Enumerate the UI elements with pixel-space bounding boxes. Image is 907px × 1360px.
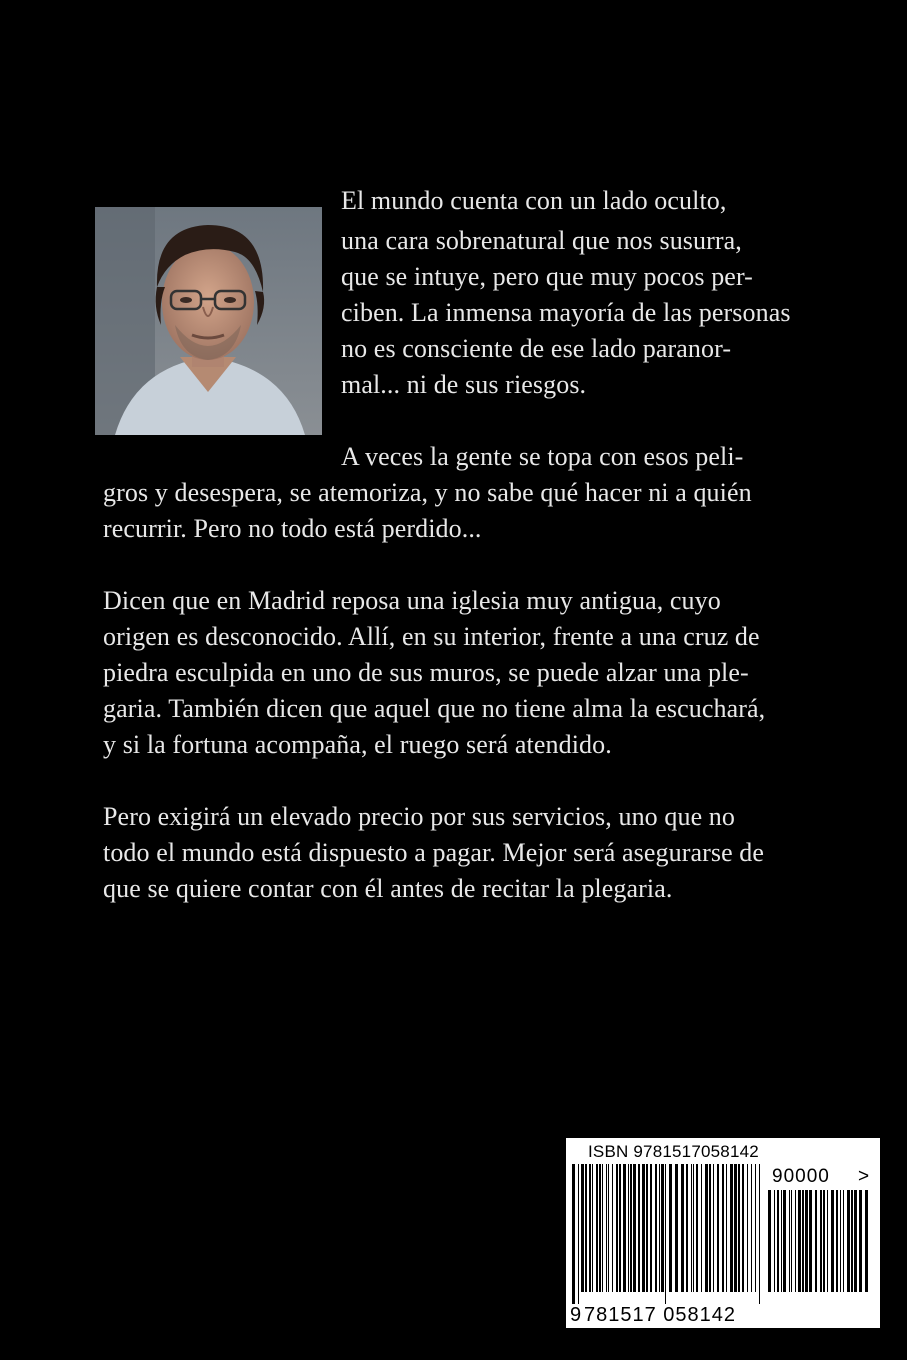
barcode-bar (795, 1190, 796, 1292)
barcode-bar (783, 1190, 786, 1292)
barcode-bar (836, 1190, 838, 1292)
price-arrow: > (858, 1166, 870, 1187)
text-line: que se quiere contar con él antes de recitar la plegaria. (103, 874, 673, 903)
barcode-bar (730, 1164, 733, 1292)
barcode-bar (705, 1164, 708, 1292)
barcode-bar (747, 1164, 748, 1292)
barcode-bar (608, 1164, 609, 1292)
text-line: todo el mundo está dispuesto a pagar. Mejor será asegurarse de (103, 838, 765, 867)
text-line: El mundo cuenta con un lado oculto, (341, 186, 727, 215)
barcode-bar (851, 1190, 853, 1292)
barcode-bar (840, 1190, 841, 1292)
barcode-bar (831, 1190, 834, 1292)
barcode-bar (717, 1164, 719, 1292)
text-line: garia. También dicen que aquel que no tiene alma la escuchará, (103, 694, 766, 723)
barcode-bar (578, 1164, 579, 1304)
barcode-bar (722, 1164, 724, 1292)
barcode-bar (815, 1190, 817, 1292)
barcode-bar (602, 1164, 603, 1292)
barcode-bar (638, 1164, 640, 1292)
barcode-bar (616, 1164, 618, 1292)
barcode-bar (572, 1164, 575, 1304)
barcode-bar (599, 1164, 601, 1292)
barcode-bar (777, 1190, 779, 1292)
barcode-bar (592, 1164, 593, 1292)
barcode-bar (865, 1190, 868, 1292)
barcode-bar (774, 1190, 775, 1292)
barcode-bar (854, 1190, 857, 1292)
barcode-bar (686, 1164, 688, 1292)
barcode-bar (827, 1190, 828, 1292)
barcode-bar (585, 1164, 587, 1292)
barcode-bar (751, 1164, 752, 1292)
barcode-digits: 781517 058142 (584, 1304, 737, 1326)
barcode-bar (781, 1190, 782, 1292)
barcode-bar (759, 1164, 760, 1304)
barcode-bar (809, 1190, 812, 1292)
price-code: 90000 (772, 1166, 830, 1187)
isbn-label: ISBN 9781517058142 (588, 1142, 759, 1161)
text-line: gros y desespera, se atemoriza, y no sabe qué hacer ni a quién (103, 478, 752, 507)
barcode-bar (619, 1164, 621, 1292)
text-line: y si la fortuna acompaña, el ruego será atendido. (103, 730, 612, 759)
barcode-bar (650, 1164, 652, 1292)
barcode-bar (820, 1190, 822, 1292)
text-line: Pero exigirá un elevado precio por sus servicios, uno que no (103, 802, 736, 831)
barcode-bar (612, 1164, 613, 1292)
barcode-bar (696, 1164, 698, 1292)
barcode-bar (633, 1164, 636, 1292)
barcode-bar (709, 1164, 711, 1292)
text-line: Dicen que en Madrid reposa una iglesia muy antigua, cuyo (103, 586, 721, 615)
text-line: A veces la gente se topa con esos peli- (341, 442, 744, 471)
author-portrait-image (95, 207, 322, 435)
text-line: piedra esculpida en uno de sus muros, se puede alzar una ple- (103, 658, 749, 687)
barcode-bar (606, 1164, 607, 1292)
barcode-bar (589, 1164, 591, 1292)
barcode-bar (691, 1164, 692, 1292)
barcode-bar (681, 1164, 684, 1292)
barcode-bar (742, 1164, 744, 1292)
barcode-bar (768, 1190, 771, 1292)
barcode-bar (701, 1164, 702, 1292)
barcode-bar (789, 1190, 790, 1292)
barcode-bar (738, 1164, 740, 1292)
barcode-bar (798, 1190, 801, 1292)
barcode-bar (646, 1164, 648, 1292)
barcode-bar (843, 1190, 844, 1292)
text-line: origen es desconocido. Allí, en su interior, frente a una cruz de (103, 622, 760, 651)
barcode-addon-bars (768, 1190, 868, 1304)
text-line: que se intuye, pero que muy pocos per- (341, 262, 753, 291)
barcode-bar (642, 1164, 645, 1292)
barcode-bar (755, 1164, 756, 1292)
barcode-bar (726, 1164, 727, 1292)
text-line: mal... ni de sus riesgos. (341, 370, 587, 399)
barcode-bar (655, 1164, 657, 1292)
barcode-bar (628, 1164, 629, 1292)
barcode-bar (630, 1164, 632, 1292)
barcode-bar (734, 1164, 737, 1292)
barcode-bars (572, 1164, 760, 1304)
isbn-barcode (566, 1138, 880, 1328)
author-photo (95, 207, 322, 435)
text-line: ciben. La inmensa mayoría de las personas (341, 298, 791, 327)
barcode-bar (623, 1164, 626, 1292)
barcode-bar (675, 1164, 678, 1292)
barcode-bar (669, 1164, 672, 1292)
barcode-bar (661, 1164, 664, 1292)
barcode-bar (802, 1190, 804, 1292)
barcode-bar (713, 1164, 714, 1292)
barcode-bar (791, 1190, 792, 1292)
barcode-bar (665, 1164, 666, 1304)
barcode-first-digit: 9 (570, 1304, 582, 1326)
text-line: recurrir. Pero no todo está perdido... (103, 514, 482, 543)
barcode-bar (859, 1190, 862, 1292)
barcode-bar (823, 1190, 825, 1292)
barcode-bar (596, 1164, 598, 1292)
text-line: no es consciente de ese lado paranor- (341, 334, 732, 363)
text-line: una cara sobrenatural que nos susurra, (341, 226, 742, 255)
barcode-bar (805, 1190, 808, 1292)
barcode-bar (693, 1164, 694, 1292)
barcode-bar (581, 1164, 584, 1292)
barcode-bar (659, 1164, 660, 1292)
barcode-bar (847, 1190, 850, 1292)
